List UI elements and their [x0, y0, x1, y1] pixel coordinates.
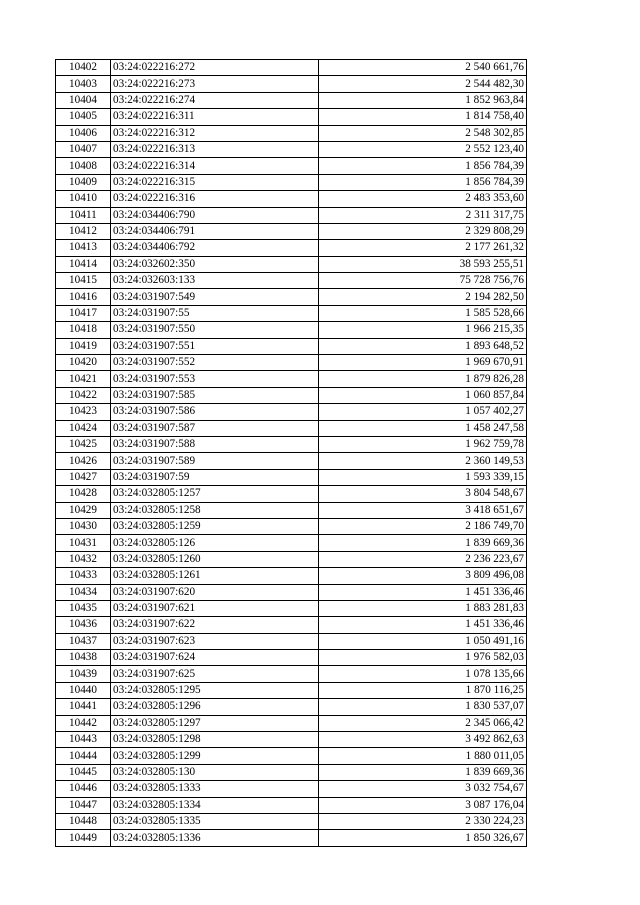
value-cell: 1 057 402,27: [319, 404, 527, 420]
table-row: [56, 371, 527, 387]
cadastral-number-cell: 03:24:022216:312: [111, 125, 319, 141]
table-row: [56, 682, 527, 698]
cadastral-number-cell: 03:24:031907:553: [111, 371, 319, 387]
row-number-cell: 10403: [56, 76, 111, 92]
value-cell: 1 856 784,39: [319, 158, 527, 174]
cadastral-number-cell: 03:24:032805:1335: [111, 813, 319, 829]
value-cell: 1 879 826,28: [319, 371, 527, 387]
cadastral-number-cell: 03:24:031907:59: [111, 469, 319, 485]
row-number-cell: 10441: [56, 699, 111, 715]
cadastral-number-cell: 03:24:031907:589: [111, 453, 319, 469]
table-row: [56, 732, 527, 748]
value-cell: 2 194 282,50: [319, 289, 527, 305]
cadastral-number-cell: 03:24:031907:588: [111, 436, 319, 452]
cadastral-number-cell: 03:24:031907:623: [111, 633, 319, 649]
value-cell: 2 330 224,23: [319, 813, 527, 829]
cadastral-number-cell: 03:24:032805:1261: [111, 568, 319, 584]
cadastral-number-cell: 03:24:031907:585: [111, 387, 319, 403]
row-number-cell: 10430: [56, 518, 111, 534]
value-cell: 1 870 116,25: [319, 682, 527, 698]
row-number-cell: 10449: [56, 830, 111, 846]
table-row: [56, 502, 527, 518]
value-cell: 1 585 528,66: [319, 305, 527, 321]
row-number-cell: 10432: [56, 551, 111, 567]
value-cell: 2 548 302,85: [319, 125, 527, 141]
value-cell: 3 492 862,63: [319, 732, 527, 748]
table-row: [56, 568, 527, 584]
table-row: [56, 584, 527, 600]
cadastral-number-cell: 03:24:031907:550: [111, 322, 319, 338]
table-row: [56, 305, 527, 321]
row-number-cell: 10407: [56, 141, 111, 157]
cadastral-number-cell: 03:24:032603:133: [111, 273, 319, 289]
value-cell: 1 856 784,39: [319, 174, 527, 190]
cadastral-number-cell: 03:24:032805:1259: [111, 518, 319, 534]
value-cell: 2 552 123,40: [319, 141, 527, 157]
value-cell: 1 451 336,46: [319, 617, 527, 633]
value-cell: 1 839 669,36: [319, 764, 527, 780]
row-number-cell: 10405: [56, 109, 111, 125]
value-cell: 1 078 135,66: [319, 666, 527, 682]
table-row: [56, 420, 527, 436]
value-cell: 1 458 247,58: [319, 420, 527, 436]
value-cell: 2 236 223,67: [319, 551, 527, 567]
cadastral-number-cell: 03:24:032805:1336: [111, 830, 319, 846]
row-number-cell: 10446: [56, 781, 111, 797]
row-number-cell: 10419: [56, 338, 111, 354]
cadastral-number-cell: 03:24:022216:311: [111, 109, 319, 125]
row-number-cell: 10408: [56, 158, 111, 174]
value-cell: 3 418 651,67: [319, 502, 527, 518]
table-row: [56, 256, 527, 272]
value-cell: 2 360 149,53: [319, 453, 527, 469]
row-number-cell: 10440: [56, 682, 111, 698]
cadastral-number-cell: 03:24:032805:1260: [111, 551, 319, 567]
row-number-cell: 10448: [56, 813, 111, 829]
cadastral-number-cell: 03:24:032805:1296: [111, 699, 319, 715]
value-cell: 2 186 749,70: [319, 518, 527, 534]
table-row: [56, 486, 527, 502]
table-row: [56, 551, 527, 567]
row-number-cell: 10439: [56, 666, 111, 682]
row-number-cell: 10445: [56, 764, 111, 780]
table-body: [56, 60, 527, 847]
table-row: [56, 666, 527, 682]
cadastral-number-cell: 03:24:022216:274: [111, 92, 319, 108]
cadastral-number-cell: 03:24:031907:551: [111, 338, 319, 354]
table-row: [56, 174, 527, 190]
value-cell: 1 050 491,16: [319, 633, 527, 649]
value-cell: 3 087 176,04: [319, 797, 527, 813]
cadastral-number-cell: 03:24:031907:552: [111, 355, 319, 371]
table-row: [56, 141, 527, 157]
row-number-cell: 10420: [56, 355, 111, 371]
table-row: [56, 191, 527, 207]
table-row: [56, 92, 527, 108]
value-cell: 2 329 808,29: [319, 223, 527, 239]
table-row: [56, 240, 527, 256]
value-cell: 3 032 754,67: [319, 781, 527, 797]
table-row: [56, 109, 527, 125]
cadastral-number-cell: 03:24:032805:1257: [111, 486, 319, 502]
value-cell: 1 852 963,84: [319, 92, 527, 108]
row-number-cell: 10415: [56, 273, 111, 289]
table-row: [56, 813, 527, 829]
row-number-cell: 10414: [56, 256, 111, 272]
cadastral-number-cell: 03:24:031907:586: [111, 404, 319, 420]
cadastral-number-cell: 03:24:022216:313: [111, 141, 319, 157]
row-number-cell: 10410: [56, 191, 111, 207]
table-row: [56, 322, 527, 338]
row-number-cell: 10416: [56, 289, 111, 305]
row-number-cell: 10418: [56, 322, 111, 338]
row-number-cell: 10434: [56, 584, 111, 600]
cadastral-number-cell: 03:24:032602:350: [111, 256, 319, 272]
table-row: [56, 60, 527, 76]
cadastral-number-cell: 03:24:032805:1298: [111, 732, 319, 748]
cadastral-number-cell: 03:24:022216:314: [111, 158, 319, 174]
value-cell: 1 966 215,35: [319, 322, 527, 338]
table-row: [56, 158, 527, 174]
row-number-cell: 10437: [56, 633, 111, 649]
cadastral-number-cell: 03:24:031907:621: [111, 600, 319, 616]
row-number-cell: 10427: [56, 469, 111, 485]
value-cell: 1 880 011,05: [319, 748, 527, 764]
table-row: [56, 600, 527, 616]
row-number-cell: 10433: [56, 568, 111, 584]
cadastral-number-cell: 03:24:022216:272: [111, 60, 319, 76]
cadastral-number-cell: 03:24:034406:790: [111, 207, 319, 223]
value-cell: 1 850 326,67: [319, 830, 527, 846]
cadastral-number-cell: 03:24:032805:1297: [111, 715, 319, 731]
value-cell: 1 830 537,07: [319, 699, 527, 715]
table-row: [56, 633, 527, 649]
value-cell: 1 962 759,78: [319, 436, 527, 452]
value-cell: 2 311 317,75: [319, 207, 527, 223]
table-row: [56, 469, 527, 485]
cadastral-number-cell: 03:24:032805:130: [111, 764, 319, 780]
row-number-cell: 10417: [56, 305, 111, 321]
table-row: [56, 125, 527, 141]
row-number-cell: 10402: [56, 60, 111, 76]
value-cell: 1 814 758,40: [319, 109, 527, 125]
value-cell: 1 893 648,52: [319, 338, 527, 354]
row-number-cell: 10428: [56, 486, 111, 502]
cadastral-number-cell: 03:24:031907:549: [111, 289, 319, 305]
cadastral-number-cell: 03:24:032805:1334: [111, 797, 319, 813]
value-cell: 1 451 336,46: [319, 584, 527, 600]
row-number-cell: 10426: [56, 453, 111, 469]
cadastral-number-cell: 03:24:034406:792: [111, 240, 319, 256]
cadastral-number-cell: 03:24:031907:622: [111, 617, 319, 633]
cadastral-number-cell: 03:24:032805:1295: [111, 682, 319, 698]
row-number-cell: 10406: [56, 125, 111, 141]
table-row: [56, 273, 527, 289]
table-row: [56, 715, 527, 731]
table-row: [56, 289, 527, 305]
value-cell: 1 883 281,83: [319, 600, 527, 616]
row-number-cell: 10422: [56, 387, 111, 403]
table-row: [56, 453, 527, 469]
row-number-cell: 10404: [56, 92, 111, 108]
table-row: [56, 781, 527, 797]
value-cell: 1 839 669,36: [319, 535, 527, 551]
cadastral-number-cell: 03:24:031907:587: [111, 420, 319, 436]
cadastral-number-cell: 03:24:022216:315: [111, 174, 319, 190]
row-number-cell: 10436: [56, 617, 111, 633]
document-table-container: [55, 59, 527, 847]
row-number-cell: 10411: [56, 207, 111, 223]
table-row: [56, 518, 527, 534]
cadastral-number-cell: 03:24:031907:620: [111, 584, 319, 600]
table-row: [56, 764, 527, 780]
table-row: [56, 404, 527, 420]
table-row: [56, 338, 527, 354]
cadastral-number-cell: 03:24:032805:1299: [111, 748, 319, 764]
cadastral-number-cell: 03:24:032805:1258: [111, 502, 319, 518]
value-cell: 2 540 661,76: [319, 60, 527, 76]
table-row: [56, 76, 527, 92]
cadastral-number-cell: 03:24:031907:55: [111, 305, 319, 321]
row-number-cell: 10425: [56, 436, 111, 452]
value-cell: 2 177 261,32: [319, 240, 527, 256]
value-cell: 38 593 255,51: [319, 256, 527, 272]
row-number-cell: 10438: [56, 650, 111, 666]
row-number-cell: 10435: [56, 600, 111, 616]
value-cell: 2 544 482,30: [319, 76, 527, 92]
row-number-cell: 10447: [56, 797, 111, 813]
value-cell: 3 804 548,67: [319, 486, 527, 502]
row-number-cell: 10412: [56, 223, 111, 239]
value-cell: 2 345 066,42: [319, 715, 527, 731]
cadastral-number-cell: 03:24:022216:273: [111, 76, 319, 92]
row-number-cell: 10443: [56, 732, 111, 748]
row-number-cell: 10423: [56, 404, 111, 420]
table-row: [56, 207, 527, 223]
row-number-cell: 10429: [56, 502, 111, 518]
table-row: [56, 223, 527, 239]
value-cell: 3 809 496,08: [319, 568, 527, 584]
value-cell: 1 060 857,84: [319, 387, 527, 403]
value-cell: 2 483 353,60: [319, 191, 527, 207]
table-row: [56, 355, 527, 371]
table-row: [56, 650, 527, 666]
row-number-cell: 10409: [56, 174, 111, 190]
row-number-cell: 10442: [56, 715, 111, 731]
table-row: [56, 699, 527, 715]
cadastral-number-cell: 03:24:022216:316: [111, 191, 319, 207]
cadastral-number-cell: 03:24:031907:624: [111, 650, 319, 666]
value-cell: 1 593 339,15: [319, 469, 527, 485]
value-cell: 1 969 670,91: [319, 355, 527, 371]
row-number-cell: 10431: [56, 535, 111, 551]
cadastral-number-cell: 03:24:034406:791: [111, 223, 319, 239]
cadastral-number-cell: 03:24:032805:126: [111, 535, 319, 551]
row-number-cell: 10444: [56, 748, 111, 764]
table-row: [56, 830, 527, 846]
table-row: [56, 748, 527, 764]
row-number-cell: 10413: [56, 240, 111, 256]
cadastral-number-cell: 03:24:032805:1333: [111, 781, 319, 797]
table-row: [56, 797, 527, 813]
table-row: [56, 436, 527, 452]
cadastral-number-cell: 03:24:031907:625: [111, 666, 319, 682]
row-number-cell: 10421: [56, 371, 111, 387]
row-number-cell: 10424: [56, 420, 111, 436]
table-row: [56, 535, 527, 551]
cadastral-value-table: [55, 59, 527, 847]
value-cell: 75 728 756,76: [319, 273, 527, 289]
table-row: [56, 617, 527, 633]
value-cell: 1 976 582,03: [319, 650, 527, 666]
table-row: [56, 387, 527, 403]
